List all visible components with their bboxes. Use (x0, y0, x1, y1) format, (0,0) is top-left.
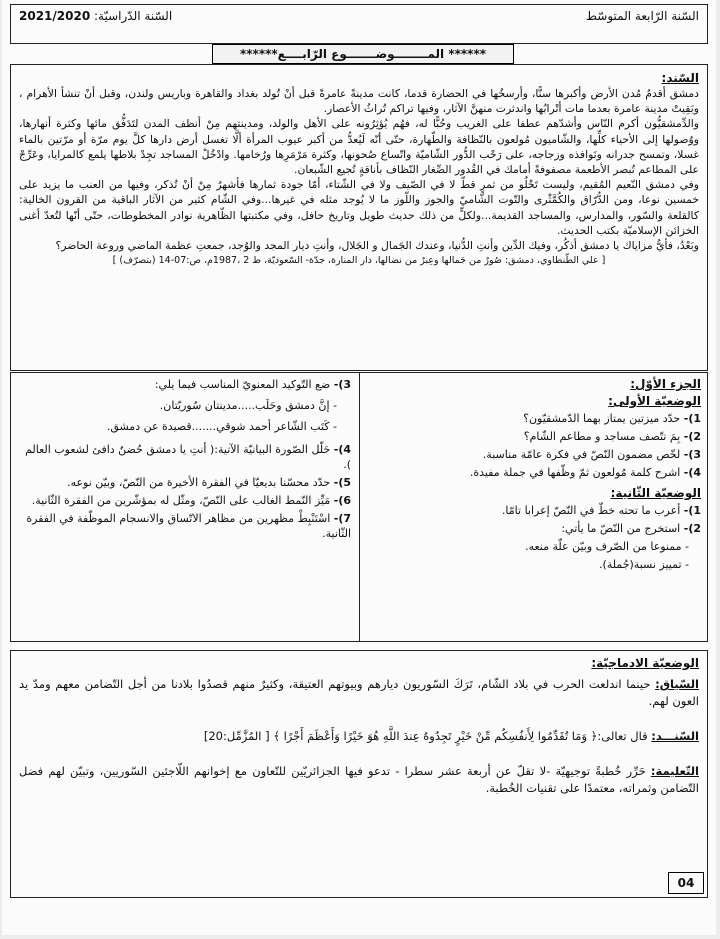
sub-item: - ممنوعا من الصّرف وبيّن علّة منعه. (525, 540, 689, 553)
question-item: 4)- حَلّل الصّورة البيانيّة الآتية:( أنتِ يا دمشق حُضنٌ دافئ لشعوب العالم ). (25, 443, 351, 471)
question-item: 2)- بِمَ تتّصف مساجد و مطاعم الشّام؟ (523, 430, 701, 443)
integration-title: الوضعيّة الادماجيّة: (591, 656, 699, 670)
sanad-paragraph: دمشق أقدمُ مُدن الأرض وأكبرها سنًّا، وأرسخُها في الحضارة قدما، كانت مدينةً عامرةً قبل أنْ تُولد بغداد والقاهرة وباريس ولندن، وقبل أنْ تنشأ الأهرام ، وبَقِيتْ مدينة عامرة بعدما مات أتْرابُها واندثرت منهنَّ الآثار، وفيها تراكم تُراثُ الأعصار. (19, 87, 699, 116)
quran-paragraph (19, 728, 699, 745)
sanad-section (10, 64, 708, 371)
question-item: 1)- حدّد ميزتين يمتاز بهما الدّمشقيّون؟ (523, 412, 701, 425)
situation2-title: الوضعيّة الثّانية: (610, 486, 701, 500)
year-label: السّنة الدّراسيّة: (94, 9, 173, 23)
sanad-paragraph: والدِّمشقيُّون أكرم النّاس وأشدّهم عطفا على الغريب وحُبًّا له، فهُم يُؤثِرُونه على الأهل والولد، ومدينتهم مِنْ أنظف المدن لتَدَفُّق مائها وكثرة أنهارها، ووُصولها إلى الأحياء كلِّها، والشّاميون مُولعون بالنّظافة والطّهارة، حتّى أنّه لَيُعدُّ من أكبر عيوب المرأة ألَّا تغسل أرض دارها كلَّ يوم مرّة أو مرّتين بالماء غسلا، وتمسح جدرانه ونَوافذه وزجاجه، على رَحْب الدُّور الشّاميّة واتّساع صُحونها، وكثرة مَرْمَرِها ورُخامها. وادْخُلْ المساجد تجِدْ بلاطها يلمع كالمرايا، وعَرِّجْ على المطاعم تُبصر الأطعمة مصفوفةً أمامك في القُدور الصِّغار النّظاف بأناقةٍ تُجيع الشّبعان. (19, 117, 699, 177)
question-item: 7)- اسْتَنْبِطْ مظهرين من مظاهر الاتّساق والانسجام الموظّفة في الفقرة الثّانية. (26, 512, 351, 540)
sub-item: - كَتَب الشّاعر أحمد شوقي.......قصيدة عن دمشق. (106, 420, 337, 433)
task-label: التّعليمة: (650, 764, 699, 778)
situation1-title: الوضعيّة الأولى: (608, 394, 701, 408)
question-item: 6)- مَيِّز النّمط الغالب على النّصّ، ومثّل له بمؤشّرين من الفقرة الثّانية. (31, 494, 351, 507)
citation: [ علي الطّنطاوي، دمشق: صُورٌ من جَمالها وعِبرٌ من نضالها، دار المنارة، جدّة- السّعوديّة، ط 2 ،1987م، ص:07-14 (بتصرّف) ] (112, 255, 606, 267)
header-box (10, 4, 708, 44)
sanad-label: السّنـــد: (651, 729, 699, 743)
topic-title: ****** المــــــــوضـــــــوع الرّابــــع****** (212, 44, 514, 64)
sanad-text (11, 86, 707, 253)
task-paragraph (19, 763, 699, 797)
task-text: حَرِّر خُطبةً توجيهيّة -لا تقلّ عن أربعة عشر سطرا - تدعو فيها الجزائريّين للتّعاون مع إخوانهم اللّاجئين السّوريين، وتبيّن لهم فضل التّضامن وثمراته، معتمدًا على تقنيات الخُطبة. (19, 764, 699, 795)
integration-section (10, 650, 708, 898)
sanad-paragraph: وفي دمشق النّعيم المُقيم، وليست تَخْلُو من ثمرٍ قطّ لا في الصّيف ولا في الشّتاء، أمّا جودة ثمارها فأشهرُ مِنْ أنْ تُذكر، وفيها من العنب ما يزيد على خمسين نوعا، ومن الدُّرّاق والكُمَّثْرى والتّوت الشّاميّ والجوز واللّوز ما لا يُوجد مثله في غيرها...وفي الشّام كثير من الآثار الباقية من القرون الخالية: كالقلعة والسّور، والمدارس، والمساجد القديمة...ولكلٍّ من ذلك حديث طويل وتاريخ حافل، وفي مكتبتها الظّاهرية نوادر المخطوطات، حتّى أنّها لتُعدّ أغنى الخزائن الإسلاميّة بكتب الحديث. (19, 178, 699, 237)
sub-item: - إنَّ دمشق وحَلَب.....مدينتان سُوريّتان. (159, 399, 337, 412)
level-label: السّنة الرّابعة المتوسّط (585, 9, 699, 23)
sanad-paragraph: وبَعْدُ، فأيُّ مزاياك يا دمشق أذكُر، وفيك الدِّين وأنتِ الدُّنيا، وعندك الجَمال و الجَلال، وأنتِ ديار المجد والوُجد، جمعتِ عظمة الماضي وروعة الحاضر؟ (55, 239, 699, 253)
part-one (10, 372, 708, 642)
context-text: حينما اندلعت الحرب في بلاد الشّام، تَرَكَ السّوريون ديارهم وبيوتهم العتيقة، وكثيرٌ منهم قصدُوا بلادنا من أجل التّضامن معهم ومدّ يد العون لهم. (19, 677, 699, 708)
question-item: 3)- لخّص مضمون النّصّ في فكرة عامّة مناسبة. (482, 448, 701, 461)
part-one-title: الجزء الأوّل: (630, 377, 701, 391)
school-year (19, 9, 172, 24)
sanad-title: السّند: (661, 71, 699, 85)
question-item: 3)- ضع التّوكيد المعنويّ المناسب فيما يلي: (154, 378, 351, 391)
quran-verse: قال تعالى:﴿ وَمَا تُقَدِّمُوا لِأَنفُسِكُم مِّنْ خَيْرٍ تَجِدُوهُ عِندَ اللَّهِ هُوَ خَيْرًا وَأَعْظَمَ أَجْرًا ﴾ [ المُزَّمِّل:20] (203, 729, 648, 743)
question-item: 5)- حدّد محسّنا بديعيّا في الفقرة الأخيرة من النّصّ، وبيّن نوعه. (67, 476, 351, 489)
exam-page (2, 0, 716, 935)
question-item: 4)- اشرح كلمة مُولعون ثمّ وظّفها في جملة مفيدة. (469, 466, 701, 479)
sub-item: - تمييز نسبة(جُملة). (599, 558, 689, 571)
year-value: 2021/2020 (19, 9, 91, 23)
context-paragraph (19, 676, 699, 710)
context-label: السّياق: (655, 677, 699, 691)
part-one-right-column (359, 373, 707, 641)
question-item: 2)- استخرج من النّصّ ما يأتي: (561, 522, 701, 535)
question-item: 1)- أعرب ما تحته خطّ في النّصّ إعرابا تامّا. (501, 504, 701, 517)
page-number: 04 (668, 872, 704, 894)
part-one-left-column (11, 373, 359, 641)
